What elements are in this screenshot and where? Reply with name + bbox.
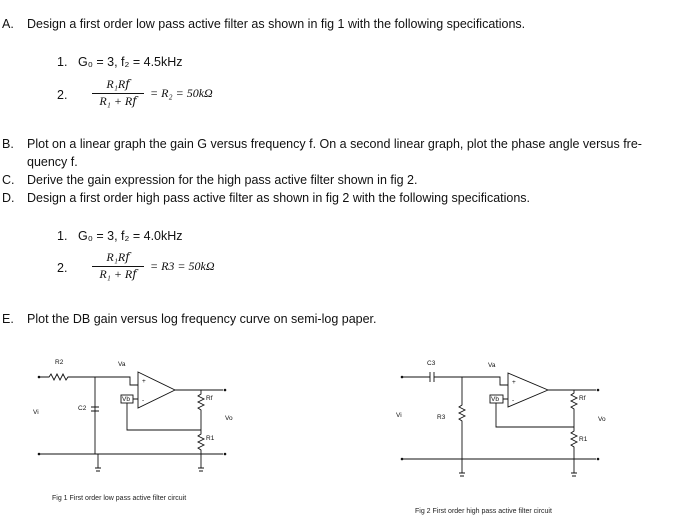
fig1-opamp-plus: + [142,378,146,385]
fig2-output-terminal-minus [597,458,600,461]
section-b-line2: quency f. [27,155,78,169]
section-d-item1-text: G₀ = 3, f₂ = 4.0kHz [78,229,183,243]
fig1-label-vo: Vo [225,415,233,422]
fig2-label-r3: R3 [437,414,446,421]
fig2-label-vo: Vo [598,416,606,423]
section-a-item1-text: G₀ = 3, f₂ = 4.5kHz [78,55,183,69]
section-a-rhs: = R₂ = 50kΩ [150,86,213,100]
section-b-line1: Plot on a linear graph the gain G versus frequency f. On a second linear graph, plot the phase angle versus fre- [27,137,642,151]
section-b-letter: B. [2,137,14,151]
fig1-resistor-r1 [198,430,204,454]
fig2-wire-to-plus [462,377,508,385]
section-a-fraction-numerator: R₁R𝑓 [92,77,144,94]
fig1-label-va: Va [118,361,126,368]
section-a-letter: A. [2,17,14,31]
fig2-resistor-rf [548,390,577,427]
fig2-label-r1: R1 [579,436,588,443]
section-a-text: Design a first order low pass active filter as shown in fig 1 with the following specifications. [27,17,526,31]
section-d-rhs: = R3 = 50kΩ [150,259,215,273]
section-d-text: Design a first order high pass active filter as shown in fig 2 with the following specifications. [27,191,531,205]
fig2-label-vb: Vb [491,396,499,403]
fig1-output-terminal-plus [224,389,227,392]
fig2-output-terminal-plus [597,389,600,392]
section-c-text: Derive the gain expression for the high pass active filter shown in fig 2. [27,173,418,187]
section-e-text: Plot the DB gain versus log frequency curve on semi-log paper. [27,312,377,326]
section-d-item1-num: 1. [57,229,68,243]
section-d-letter: D. [2,191,15,205]
fig1-resistor-r2 [39,374,95,380]
fig2-label-rf: Rf [579,395,586,402]
fig1-input-terminal-minus [38,453,41,456]
section-a-fraction [92,77,144,109]
section-d-fraction-numerator: R₁R𝑓 [92,250,144,267]
fig1-caption: Fig 1 First order low pass active filter circuit [52,495,187,502]
fig1-label-c2: C2 [78,405,87,412]
fig2-label-va: Va [488,362,496,369]
fig2-capacitor-c3 [402,372,462,382]
fig2-resistor-r1 [571,427,577,459]
section-d-item2-num: 2. [57,261,68,275]
fig2-opamp-minus: - [512,397,515,404]
fig2-circuit-diagram [390,355,620,480]
fig2-label-c3: C3 [427,360,436,367]
section-a-item2-num: 2. [57,88,68,102]
fig2-ground-symbol-2 [571,459,577,476]
fig1-ground-symbol-2 [198,454,204,471]
fig1-label-r1: R1 [206,435,215,442]
section-c-letter: C. [2,173,15,187]
section-d-fraction [92,250,144,282]
fig1-label-vi: Vi [33,409,39,416]
fig1-resistor-rf [175,390,204,430]
fig2-resistor-r3 [459,377,465,459]
fig1-ground-symbol [95,449,101,471]
fig1-label-r2: R2 [55,359,64,366]
section-d-fraction-denominator: R₁ + R𝑓 [99,267,137,281]
fig2-input-terminal-minus [401,458,404,461]
fig1-output-terminal-minus [224,453,227,456]
fig1-wire-to-plus [95,377,138,385]
fig2-caption: Fig 2 First order high pass active filter circuit [415,508,552,515]
fig1-label-vb: Vb [122,396,130,403]
section-a-fraction-denominator: R₁ + R𝑓 [99,94,137,108]
fig1-opamp-minus: - [142,397,145,404]
fig2-label-vi: Vi [396,412,402,419]
section-a-item1-num: 1. [57,55,68,69]
fig1-circuit-diagram [25,350,255,475]
fig2-ground-symbol [459,459,465,476]
fig1-label-rf: Rf [206,395,213,402]
fig2-opamp-plus: + [512,379,516,386]
section-e-letter: E. [2,312,14,326]
